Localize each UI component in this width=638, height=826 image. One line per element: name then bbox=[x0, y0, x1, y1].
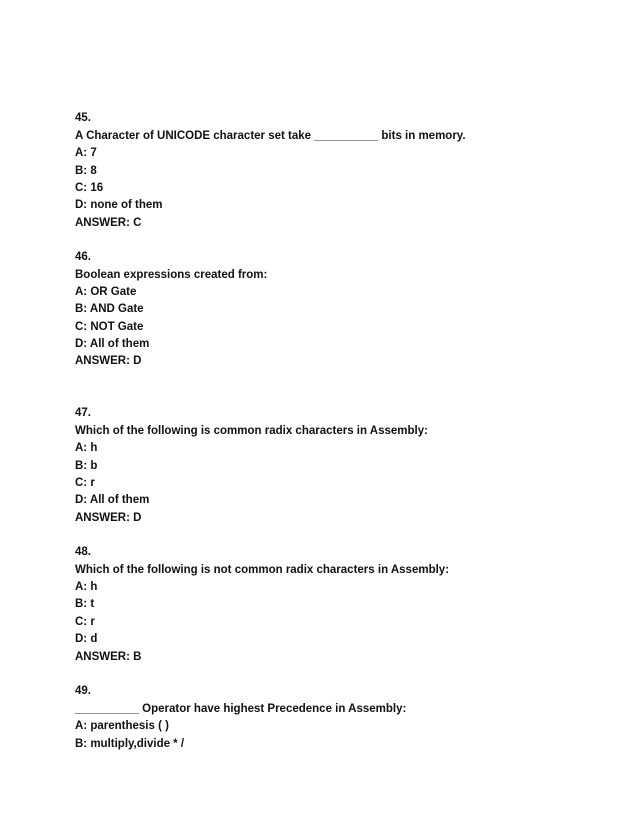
option-b: B: AND Gate bbox=[75, 303, 144, 315]
question-number: 48. bbox=[75, 546, 91, 558]
answer: ANSWER: D bbox=[75, 355, 142, 367]
option-b: B: multiply,divide * / bbox=[75, 738, 185, 750]
option-a: A: h bbox=[75, 442, 98, 454]
option-a: A: h bbox=[75, 581, 98, 593]
question-number: 46. bbox=[75, 251, 91, 263]
option-c: C: r bbox=[75, 477, 95, 489]
answer: ANSWER: D bbox=[75, 512, 142, 524]
option-b: B: 8 bbox=[75, 165, 97, 177]
question-number: 47. bbox=[75, 407, 91, 419]
option-c: C: r bbox=[75, 616, 95, 628]
option-d: D: All of them bbox=[75, 338, 150, 350]
option-a: A: OR Gate bbox=[75, 286, 137, 298]
option-d: D: d bbox=[75, 633, 98, 645]
question-text: A Character of UNICODE character set take __________ bits in memory. bbox=[75, 130, 466, 142]
option-b: B: b bbox=[75, 460, 98, 472]
option-c: C: NOT Gate bbox=[75, 321, 144, 333]
option-c: C: 16 bbox=[75, 182, 104, 194]
question-text: Which of the following is common radix characters in Assembly: bbox=[75, 425, 428, 437]
question-number: 49. bbox=[75, 685, 91, 697]
question-text: Boolean expressions created from: bbox=[75, 269, 268, 281]
answer: ANSWER: C bbox=[75, 217, 142, 229]
question-text: Which of the following is not common radix characters in Assembly: bbox=[75, 564, 450, 576]
option-b: B: t bbox=[75, 598, 95, 610]
option-d: D: none of them bbox=[75, 199, 163, 211]
option-a: A: parenthesis ( ) bbox=[75, 720, 169, 732]
option-a: A: 7 bbox=[75, 147, 97, 159]
question-text: __________ Operator have highest Precedence in Assembly: bbox=[75, 703, 407, 715]
option-d: D: All of them bbox=[75, 494, 150, 506]
answer: ANSWER: B bbox=[75, 651, 142, 663]
question-number: 45. bbox=[75, 112, 91, 124]
